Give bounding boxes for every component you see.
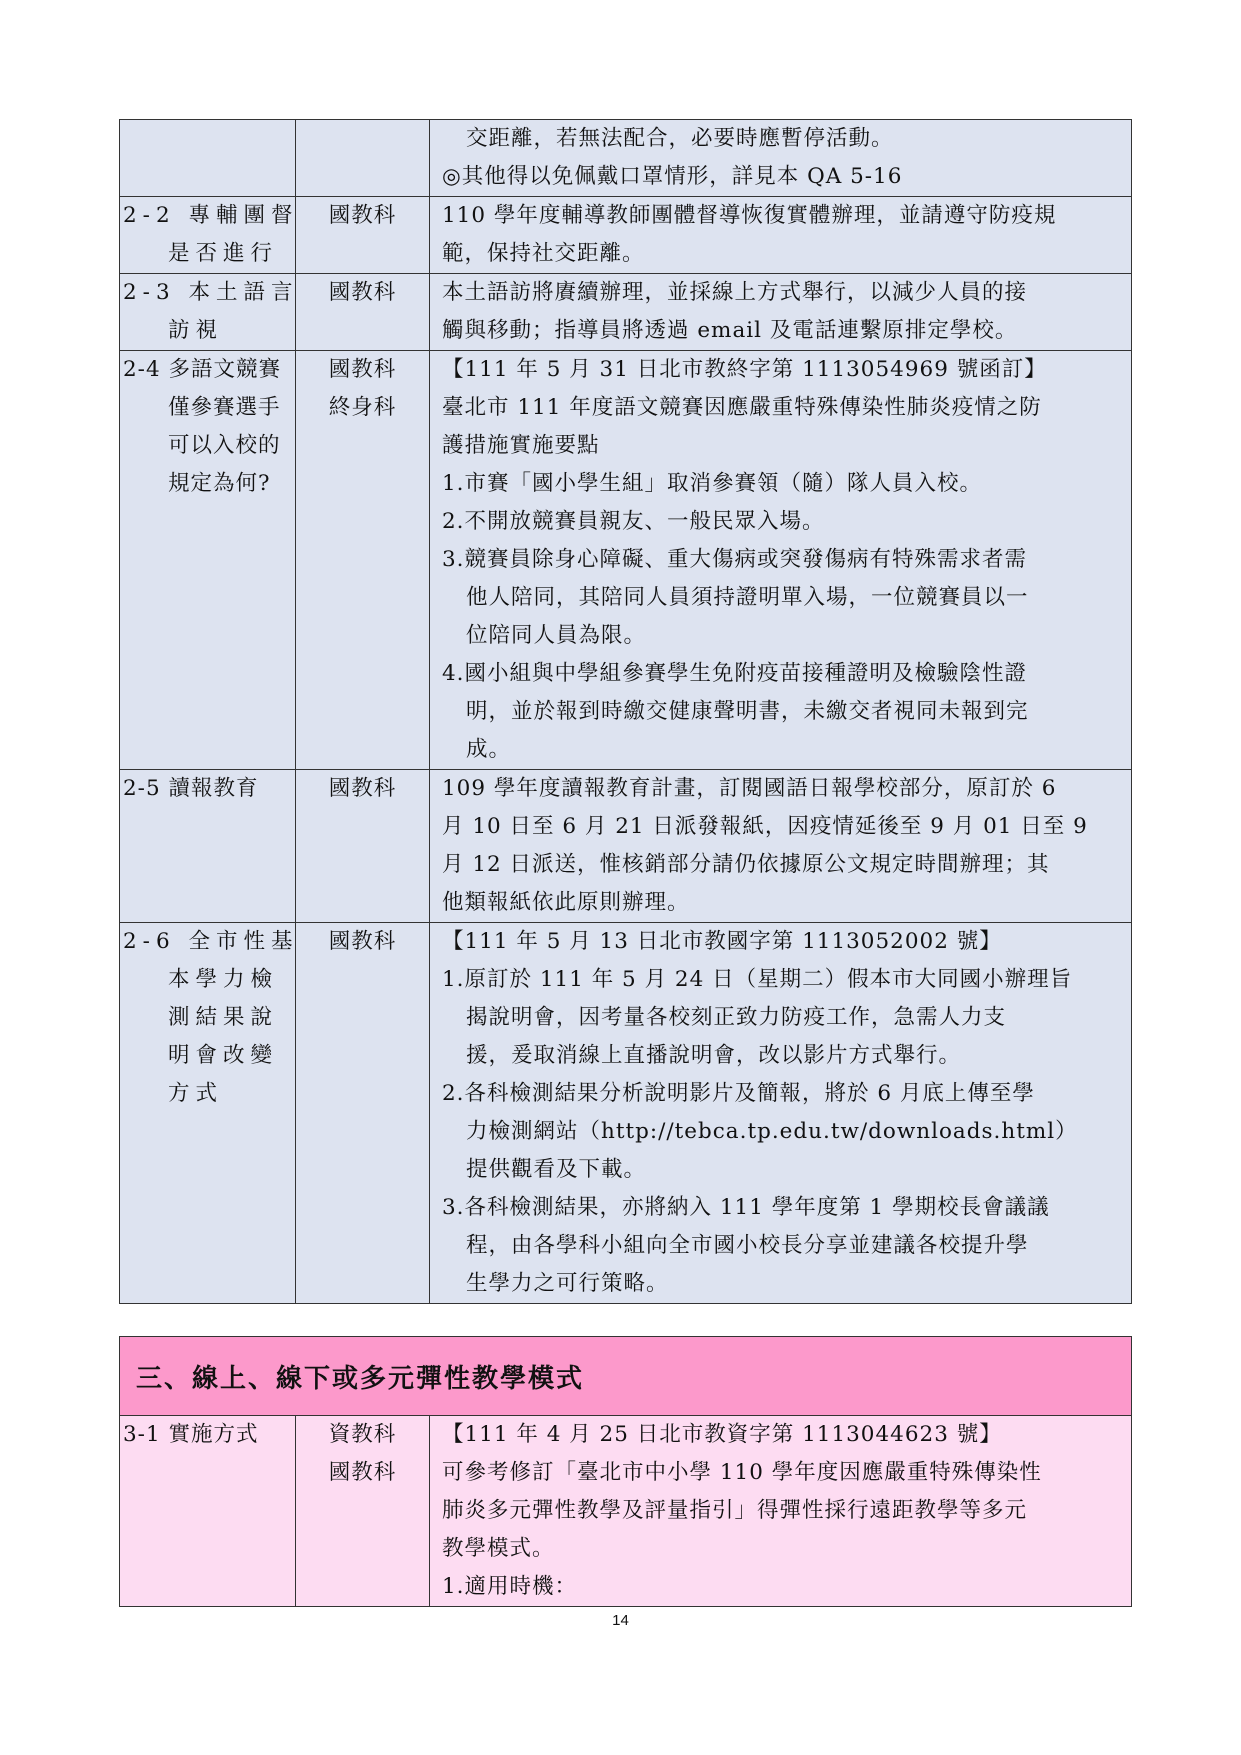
cell-line: 規定為何?	[168, 471, 271, 496]
cell-line: 可參考修訂「臺北市中小學 110 學年度因應嚴重特殊傳染性	[442, 1460, 1042, 1485]
item-cell	[120, 120, 296, 197]
cell-line: 國教科	[328, 203, 397, 228]
content-cell	[430, 120, 1132, 197]
cell-line: 交距離，若無法配合，必要時應暫停活動。	[466, 126, 894, 151]
content-cell	[430, 197, 1132, 274]
cell-line: 僅參賽選手	[168, 395, 281, 420]
section3-table-body	[120, 1416, 1132, 1607]
item-cell	[120, 197, 299, 274]
item-cell	[120, 923, 299, 1304]
cell-line: 2.各科檢測結果分析說明影片及簡報，將於 6 月底上傳至學	[442, 1081, 1035, 1106]
cell-line: 2.不開放競賽員親友、一般民眾入場。	[442, 509, 825, 534]
qa-table-body	[120, 120, 1132, 1304]
table-row	[120, 197, 1132, 274]
cell-line: 測結果說	[168, 1005, 279, 1030]
dept-cell	[296, 923, 430, 1304]
cell-line: 1.市賽「國小學生組」取消參賽領（隨）隊人員入校。	[442, 471, 983, 496]
cell-line: 程，由各學科小組向全市國小校長分享並建議各校提升學	[466, 1233, 1029, 1258]
section3-title: 三、線上、線下或多元彈性教學模式	[136, 1363, 585, 1394]
cell-line: 國教科	[328, 1460, 397, 1485]
dept-cell	[296, 197, 430, 274]
cell-line: 月 10 日至 6 月 21 日派發報紙，因疫情延後至 9 月 01 日至 9	[442, 814, 1088, 839]
cell-line: 2-6 全市性基	[123, 929, 299, 954]
cell-line: 1.適用時機：	[442, 1574, 578, 1599]
cell-line: 護措施實施要點	[442, 433, 600, 458]
table-row	[120, 274, 1132, 351]
cell-line: 2-4 多語文競賽	[123, 357, 281, 382]
page-number: 14	[612, 1612, 629, 1629]
cell-line: 終身科	[328, 395, 397, 420]
section3-header-row	[120, 1337, 1132, 1416]
cell-line: 生學力之可行策略。	[466, 1271, 669, 1296]
cell-line: 方式	[168, 1081, 224, 1106]
item-cell	[120, 1416, 296, 1607]
dept-cell	[296, 351, 430, 770]
cell-line: 3-1 實施方式	[123, 1422, 259, 1447]
cell-line: 力檢測網站（http://tebca.tp.edu.tw/downloads.html）	[466, 1119, 1078, 1144]
cell-line: 他人陪同，其陪同人員須持證明單入場，一位競賽員以一	[466, 585, 1029, 610]
cell-line: 臺北市 111 年度語文競賽因應嚴重特殊傳染性肺炎疫情之防	[442, 395, 1042, 420]
section3-table	[119, 1336, 1132, 1607]
cell-line: 明會改變	[168, 1043, 279, 1068]
dept-cell	[296, 120, 430, 197]
cell-line: 可以入校的	[168, 433, 281, 458]
cell-line: 是否進行	[168, 241, 279, 266]
cell-line: 肺炎多元彈性教學及評量指引」得彈性採行遠距教學等多元	[442, 1498, 1028, 1523]
content-cell	[430, 923, 1132, 1304]
cell-line: 3.競賽員除身心障礙、重大傷病或突發傷病有特殊需求者需	[442, 547, 1028, 572]
cell-line: 位陪同人員為限。	[466, 623, 647, 648]
cell-line: 【111 年 5 月 31 日北市教終字第 1113054969 號函訂】	[442, 357, 1047, 382]
cell-line: ◎其他得以免佩戴口罩情形，詳見本 QA 5-16	[442, 164, 903, 189]
cell-line: 本土語訪將賡續辦理，並採線上方式舉行，以減少人員的接	[442, 280, 1028, 305]
table-row	[120, 1416, 1132, 1607]
cell-line: 1.原訂於 111 年 5 月 24 日（星期二）假本市大同國小辦理旨	[442, 967, 1073, 992]
table-row	[120, 770, 1132, 923]
qa-table	[119, 119, 1132, 1304]
cell-line: 成。	[466, 737, 512, 762]
item-cell	[120, 770, 296, 923]
content-cell	[430, 274, 1132, 351]
dept-cell	[296, 1416, 430, 1607]
cell-line: 3.各科檢測結果，亦將納入 111 學年度第 1 學期校長會議議	[442, 1195, 1050, 1220]
cell-line: 資教科	[328, 1422, 397, 1447]
cell-line: 月 12 日派送，惟核銷部分請仍依據原公文規定時間辦理；其	[442, 852, 1050, 877]
cell-line: 揭說明會，因考量各校刻正致力防疫工作，急需人力支	[466, 1005, 1007, 1030]
table-row	[120, 923, 1132, 1304]
table-row	[120, 120, 1132, 197]
content-cell	[430, 351, 1132, 770]
cell-line: 援，爰取消線上直播說明會，改以影片方式舉行。	[466, 1043, 962, 1068]
table-row	[120, 351, 1132, 770]
cell-line: 2-2 專輔團督	[123, 203, 299, 228]
cell-line: 2-3 本土語言	[123, 280, 299, 305]
cell-line: 國教科	[328, 357, 397, 382]
cell-line: 【111 年 5 月 13 日北市教國字第 1113052002 號】	[442, 929, 1002, 954]
content-cell	[430, 1416, 1132, 1607]
cell-line: 他類報紙依此原則辦理。	[442, 890, 690, 915]
item-cell	[120, 351, 296, 770]
cell-line: 4.國小組與中學組參賽學生免附疫苗接種證明及檢驗陰性證	[442, 661, 1028, 686]
cell-line: 2-5 讀報教育	[123, 776, 259, 801]
item-cell	[120, 274, 299, 351]
section3-header-cell	[120, 1337, 1132, 1416]
cell-line: 國教科	[328, 929, 397, 954]
cell-line: 國教科	[328, 280, 397, 305]
dept-cell	[296, 770, 430, 923]
cell-line: 109 學年度讀報教育計畫，訂閱國語日報學校部分，原訂於 6	[442, 776, 1057, 801]
cell-line: 國教科	[328, 776, 397, 801]
cell-line: 教學模式。	[442, 1536, 555, 1561]
cell-line: 範，保持社交距離。	[442, 241, 645, 266]
cell-line: 訪視	[168, 318, 224, 343]
cell-line: 【111 年 4 月 25 日北市教資字第 1113044623 號】	[442, 1422, 1002, 1447]
cell-line: 本學力檢	[168, 967, 279, 992]
dept-cell	[296, 274, 430, 351]
cell-line: 提供觀看及下載。	[466, 1157, 647, 1182]
cell-line: 110 學年度輔導教師團體督導恢復實體辦理，並請遵守防疫規	[442, 203, 1057, 228]
cell-line: 觸與移動；指導員將透過 email 及電話連繫原排定學校。	[442, 318, 1018, 343]
cell-line: 明，並於報到時繳交健康聲明書，未繳交者視同未報到完	[466, 699, 1029, 724]
content-cell	[430, 770, 1132, 923]
